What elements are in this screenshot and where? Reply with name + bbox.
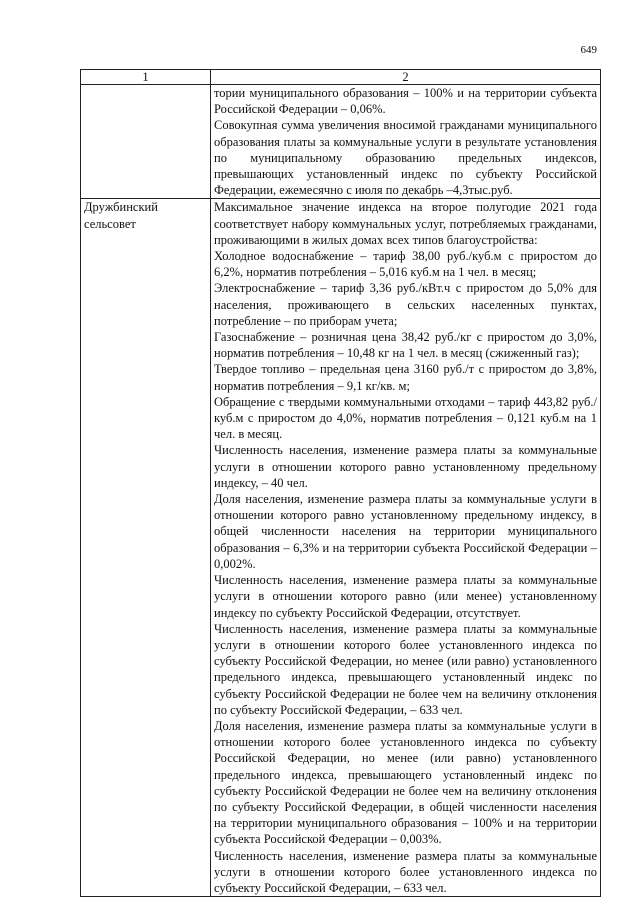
paragraph: Численность населения, изменение размера платы за коммунальные услуги в отношении которого равно установленному предельному индексу, – 40 чел.	[214, 443, 597, 490]
paragraph: Численность населения, изменение размера платы за коммунальные услуги в отношении которого равно (или менее) установленному индексу по субъекту Российской Федерации, отсутствует.	[214, 573, 597, 620]
paragraph: Максимальное значение индекса на второе полугодие 2021 года соответствует набору коммунальных услуг, потребляемых гражданами, проживающими в жилых домах всех типов благоустройства:	[214, 200, 597, 247]
table-header-row	[81, 70, 601, 85]
document-table	[80, 69, 601, 897]
description-cell	[211, 85, 601, 199]
paragraph: Электроснабжение – тариф 3,36 руб./кВт.ч с приростом до 5,0% для населения, проживающего в сельских населенных пунктах, потребление – по приборам учета;	[214, 281, 597, 328]
description-cell	[211, 199, 601, 897]
table-row	[81, 85, 601, 199]
paragraph: Численность населения, изменение размера платы за коммунальные услуги в отношении которого более установленного индекса по субъекту Российской Федерации, – 633 чел.	[214, 848, 597, 895]
page-number: 649	[580, 44, 597, 56]
paragraph: Доля населения, изменение размера платы за коммунальные услуги в отношении которого более установленного индекса по субъекту Российской Федерации, но менее (или равно) установленного предельного индекса, превышающего установленный индекс по субъекту Российской Федерации не более чем на величину отклонения по субъекту Российской Федерации, в общей численности населения на территории муниципального образования – 100% и на территории субъекта Российской Федерации – 0,003%.	[214, 718, 597, 847]
paragraph: Совокупная сумма увеличения вносимой гражданами муниципального образования платы за коммунальные услуги в результате установления по муниципальному образованию предельных индексов, превышающих установленный индекс по субъекту Российской Федерации, ежемесячно с июля по декабрь –4,3тыс.руб.	[214, 118, 597, 198]
paragraph: тории муниципального образования – 100% и на территории субъекта Российской Федерации – 0,06%.	[214, 86, 597, 117]
paragraph: Холодное водоснабжение – тариф 38,00 руб./куб.м с приростом до 6,2%, норматив потребления – 5,016 куб.м на 1 чел. в месяц;	[214, 249, 597, 280]
paragraph: Обращение с твердыми коммунальными отходами – тариф 443,82 руб./куб.м с приростом до 4,0%, норматив потребления – 0,121 куб.м на 1 чел. в месяц.	[214, 394, 597, 442]
paragraph: Численность населения, изменение размера платы за коммунальные услуги в отношении которого более установленного индекса по субъекту Российской Федерации, но менее (или равно) установленного предельного индекса, превышающего установленный индекс по субъекту Российской Федерации не более чем на величину отклонения по субъекту Российской Федерации, – 633 чел.	[214, 621, 597, 717]
paragraph: Газоснабжение – розничная цена 38,42 руб./кг с приростом до 3,0%, норматив потребления – 10,48 кг на 1 чел. в месяц (сжиженный газ);	[214, 330, 597, 361]
municipality-cell	[81, 85, 211, 199]
paragraph: Доля населения, изменение размера платы за коммунальные услуги в отношении которого равно установленному предельному индексу, в общей численности населения на территории муниципального образования – 6,3% и на территории субъекта Российской Федерации – 0,002%.	[214, 492, 597, 571]
column-header-1: 1	[81, 70, 211, 85]
municipality-cell: Дружбинский сельсовет	[81, 199, 211, 897]
column-header-2: 2	[211, 70, 601, 85]
paragraph: Твердое топливо – предельная цена 3160 руб./т с приростом до 3,8%, норматив потребления – 9,1 кг/кв. м;	[214, 362, 597, 393]
table-row	[81, 199, 601, 897]
